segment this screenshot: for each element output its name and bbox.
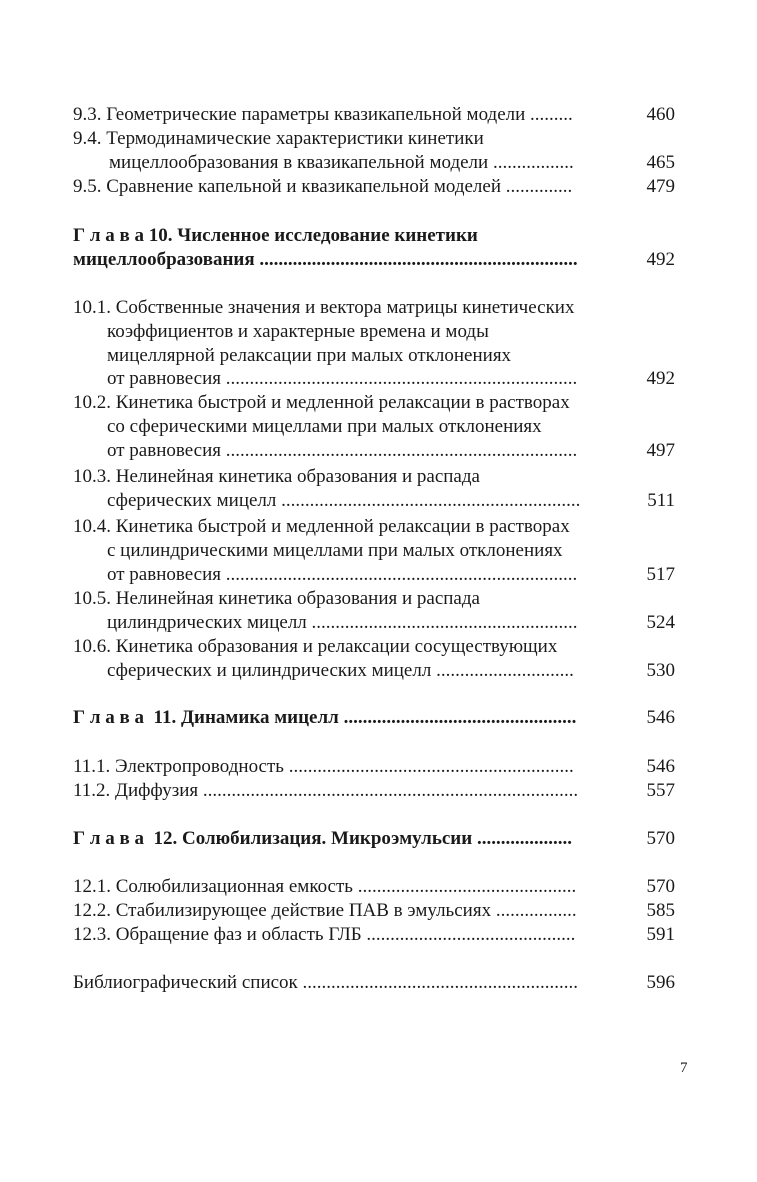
toc-entry-text: 10.2. Кинетика быстрой и медленной релаксации в растворах bbox=[73, 392, 570, 413]
toc-entry-page: 517 bbox=[646, 564, 675, 585]
chapter-heading: Г л а в а 10. Численное исследование кинетики bbox=[73, 225, 478, 246]
toc-entry-text: от равновесия .......................................................................... bbox=[107, 440, 578, 461]
toc-entry-page: 465 bbox=[646, 152, 675, 173]
toc-entry-text: 10.5. Нелинейная кинетика образования и распада bbox=[73, 588, 480, 609]
toc-entry-text: 10.6. Кинетика образования и релаксации сосуществующих bbox=[73, 636, 558, 657]
toc-entry-text: 10.4. Кинетика быстрой и медленной релаксации в растворах bbox=[73, 516, 570, 537]
toc-entry-text: от равновесия .......................................................................... bbox=[107, 564, 578, 585]
toc-entry-page: 546 bbox=[646, 756, 675, 777]
toc-entry-text: коэффициентов и характерные времена и моды bbox=[107, 321, 489, 342]
toc-entry-text: мицеллообразования в квазикапельной модели ................. bbox=[109, 152, 574, 173]
toc-entry-text: 10.1. Собственные значения и вектора матрицы кинетических bbox=[73, 297, 575, 318]
toc-entry-page: 497 bbox=[646, 440, 675, 461]
toc-entry-page: 492 bbox=[646, 249, 675, 270]
page-number: 7 bbox=[680, 1060, 688, 1076]
toc-entry-text: с цилиндрическими мицеллами при малых отклонениях bbox=[107, 540, 563, 561]
toc-entry-page: 530 bbox=[646, 660, 675, 681]
toc-entry-page: 570 bbox=[646, 828, 675, 849]
toc-entry-page: 492 bbox=[646, 368, 675, 389]
toc-entry-text: 12.2. Стабилизирующее действие ПАВ в эмульсиях ................. bbox=[73, 900, 577, 921]
toc-entry-text: сферических и цилиндрических мицелл ............................. bbox=[107, 660, 574, 681]
toc-entry-page: 524 bbox=[646, 612, 675, 633]
toc-entry-text: со сферическими мицеллами при малых отклонениях bbox=[107, 416, 542, 437]
toc-entry-page: 557 bbox=[646, 780, 675, 801]
toc-entry-text: 11.1. Электропроводность ............................................................ bbox=[73, 756, 574, 777]
toc-entry-page: 591 bbox=[646, 924, 675, 945]
toc-entry-text: мицеллярной релаксации при малых отклонениях bbox=[107, 345, 512, 366]
toc-entry-text: 12.1. Солюбилизационная емкость .............................................. bbox=[73, 876, 577, 897]
toc-entry-page: 511 bbox=[647, 490, 675, 511]
toc-entry-page: 585 bbox=[646, 900, 675, 921]
toc-entry-text: от равновесия .......................................................................... bbox=[107, 368, 578, 389]
toc-entry-page: 546 bbox=[646, 707, 675, 728]
toc-entry-page: 479 bbox=[646, 176, 675, 197]
toc-entry-text: сферических мицелл ............................................................... bbox=[107, 490, 581, 511]
chapter-heading: Г л а в а 11. Динамика мицелл ................................................. bbox=[73, 707, 577, 728]
toc-entry-text: 9.5. Сравнение капельной и квазикапельной моделей .............. bbox=[73, 176, 573, 197]
toc-entry-page: 460 bbox=[646, 104, 675, 125]
toc-entry-text: 9.4. Термодинамические характеристики кинетики bbox=[73, 128, 484, 149]
toc-entry-page: 570 bbox=[646, 876, 675, 897]
toc-entry-text: 11.2. Диффузия ............................................................................... bbox=[73, 780, 579, 801]
toc-entry-text: Библиографический список .......................................................... bbox=[73, 972, 579, 993]
chapter-heading: мицеллообразования ................................................................... bbox=[73, 249, 578, 270]
toc-entry-text: 10.3. Нелинейная кинетика образования и распада bbox=[73, 466, 480, 487]
toc-entry-text: 12.3. Обращение фаз и область ГЛБ ............................................ bbox=[73, 924, 576, 945]
chapter-heading: Г л а в а 12. Солюбилизация. Микроэмульсии .................... bbox=[73, 828, 572, 849]
toc-entry-text: цилиндрических мицелл ........................................................ bbox=[107, 612, 578, 633]
toc-entry-text: 9.3. Геометрические параметры квазикапельной модели ......... bbox=[73, 104, 573, 125]
toc-entry-page: 596 bbox=[646, 972, 675, 993]
